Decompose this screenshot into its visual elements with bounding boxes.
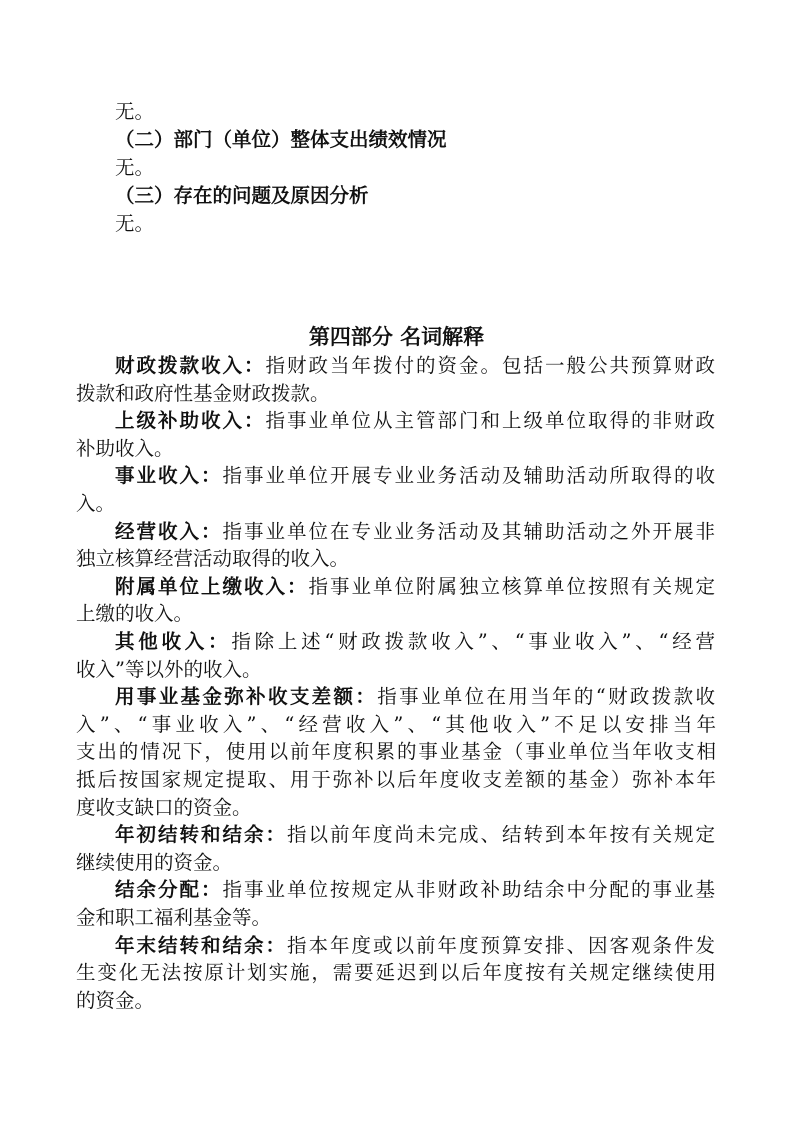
- glossary-definition-continued: 金和职工福利基金等。: [76, 906, 272, 929]
- glossary-definition-continued: 的资金。: [76, 988, 155, 1012]
- glossary-term: 结余分配：: [115, 878, 223, 902]
- glossary-definition: 指事业单位在专业业务活动及其辅助活动之外开展非: [222, 519, 715, 543]
- glossary-definition: 指事业单位附属独立核算单位按照有关规定: [308, 574, 715, 598]
- none-text-3: 无。: [115, 212, 155, 235]
- glossary-term: 附属单位上缴收入：: [115, 574, 309, 598]
- glossary-definition-continued: 度收支缺口的资金。: [76, 795, 252, 819]
- glossary-term: 用事业基金弥补收支差额：: [115, 685, 378, 709]
- glossary-definition-continued: 继续使用的资金。: [76, 850, 233, 874]
- glossary-definition: 指以前年度尚未完成、结转到本年按有关规定: [287, 823, 715, 847]
- glossary-term: 财政拨款收入：: [115, 354, 266, 377]
- glossary-definition-continued: 抵后按国家规定提取、用于弥补以后年度收支差额的基金）弥补本年: [76, 768, 716, 791]
- glossary-definition: 指除上述“财政拨款收入”、“事业收入”、“经营: [231, 630, 715, 653]
- glossary-term: 年初结转和结余：: [115, 823, 287, 847]
- glossary-definition: 指本年度或以前年度预算安排、因客观条件发: [287, 933, 715, 957]
- glossary-entry-first-line: [115, 821, 715, 849]
- heading-problems-analysis: （三）存在的问题及原因分析: [115, 184, 369, 207]
- section-title: 第四部分 名词解释: [308, 325, 485, 349]
- glossary-definition-continued: 补助收入。: [76, 436, 174, 460]
- none-text-1: 无。: [115, 100, 155, 123]
- heading-overall-expenditure: （二）部门（单位）整体支出绩效情况: [115, 128, 447, 151]
- glossary-definition: 指事业单位开展专业业务活动及辅助活动所取得的收: [222, 464, 715, 488]
- glossary-definition: 指事业单位按规定从非财政补助结余中分配的事业基: [222, 878, 715, 902]
- glossary-definition: 指事业单位从主管部门和上级单位取得的非财政: [265, 409, 715, 433]
- glossary-term: 年末结转和结余：: [115, 933, 287, 957]
- glossary-term: 经营收入：: [115, 519, 223, 543]
- glossary-entry-first-line: [115, 352, 715, 380]
- glossary-definition: 指事业单位在用当年的“财政拨款收: [377, 685, 715, 709]
- glossary-definition: 指财政当年拨付的资金。包括一般公共预算财政: [265, 354, 715, 377]
- glossary-entry-first-line: [115, 518, 715, 546]
- glossary-entry-first-line: [115, 407, 715, 435]
- glossary-entry-first-line: [115, 628, 715, 656]
- none-text-2: 无。: [115, 156, 155, 179]
- glossary-definition-continued: 生变化无法按原计划实施，需要延迟到以后年度按有关规定继续使用: [76, 961, 716, 985]
- glossary-definition-continued: 上缴的收入。: [76, 602, 194, 626]
- glossary-entry-first-line: [115, 462, 715, 490]
- glossary-entry-first-line: [115, 932, 715, 960]
- glossary-definition-continued: 独立核算经营活动取得的收入。: [76, 547, 350, 571]
- glossary-definition-continued: 入”、“事业收入”、“经营收入”、“其他收入”不足以安排当年: [76, 712, 716, 736]
- glossary-definition-continued: 拨款和政府性基金财政拨款。: [76, 381, 330, 405]
- glossary-definition-continued: 支出的情况下，使用以前年度积累的事业基金（事业单位当年收支相: [76, 740, 716, 764]
- glossary-term: 事业收入：: [115, 464, 223, 488]
- glossary-entry-first-line: [115, 683, 715, 711]
- glossary-definition-continued: 收入”等以外的收入。: [76, 657, 262, 681]
- glossary-entry-first-line: [115, 573, 715, 601]
- glossary-term: 上级补助收入：: [115, 409, 266, 433]
- glossary-entry-first-line: [115, 876, 715, 904]
- glossary-definition-continued: 入。: [76, 492, 116, 515]
- glossary-term: 其他收入：: [115, 630, 232, 653]
